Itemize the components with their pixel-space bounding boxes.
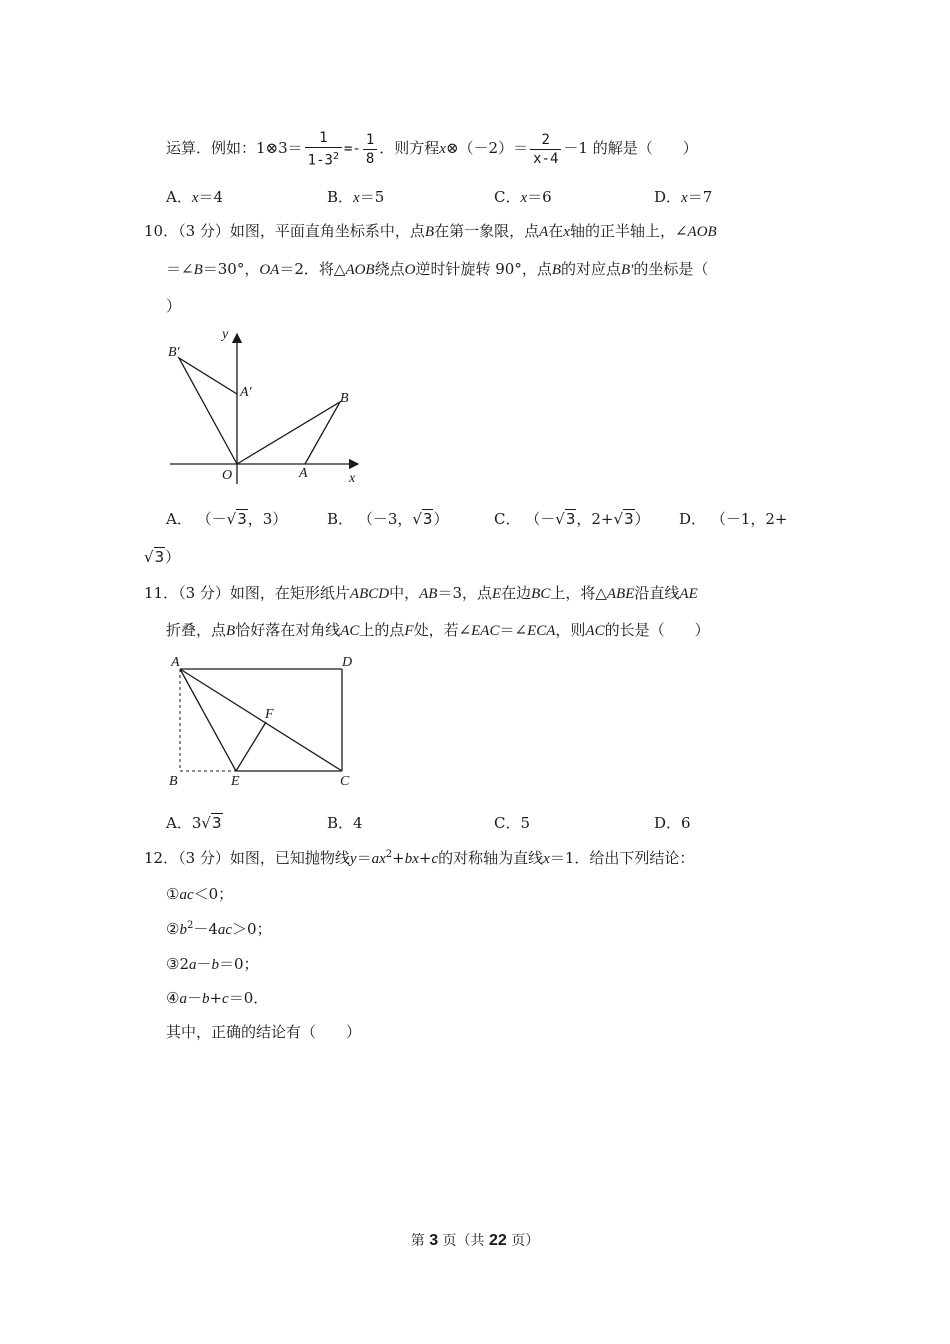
q9-option-d[interactable]: D．x＝7	[654, 188, 713, 206]
q11-option-a[interactable]: A．3√3	[166, 814, 222, 832]
q10-option-b[interactable]: B． （－3，√3）	[327, 510, 449, 528]
page-footer: 第 3 页（共 22 页）	[410, 1232, 540, 1249]
q11-figure	[160, 650, 370, 792]
q12-stem: 12．（3 分）如图，已知抛物线$y=ax^2+bx+c$的对称轴为直线x＝1．给出下列结论：	[144, 849, 695, 867]
q9-example-result: $\frac{1}{8}$	[363, 131, 377, 168]
q11-option-b[interactable]: B．4	[327, 814, 363, 832]
sqrt: √3	[144, 548, 165, 566]
page-total: 22	[489, 1232, 507, 1249]
q11-option-d[interactable]: D．6	[654, 814, 691, 832]
diagonal-ac	[180, 669, 342, 771]
page-number: 3	[429, 1232, 439, 1249]
label-b: B	[340, 391, 349, 406]
q9-option-a[interactable]: A．x＝4	[166, 188, 224, 206]
q10-option-c[interactable]: C． （－√3，2+√3）	[494, 510, 650, 528]
q10-line2: ＝∠B＝30°，OA＝2．将△AOB绕点O逆时针旋转 90°，点B的对应点B'的坐标是（	[166, 260, 709, 278]
q11-option-c[interactable]: C．5	[494, 814, 531, 832]
q12-statement-1: ①ac＜0；	[166, 885, 234, 903]
label-d: D	[342, 655, 353, 670]
label-a: A	[171, 655, 180, 670]
q10-line1: 10．（3 分）如图，平面直角坐标系中，点B在第一象限，点A在x轴的正半轴上，∠AOB	[144, 222, 717, 240]
label-a-prime: A′	[240, 385, 252, 400]
q12-statement-4: ④a－b+c＝0．	[166, 989, 269, 1007]
q12-question: 其中，正确的结论有（ ）	[166, 1023, 362, 1041]
q10-figure	[160, 322, 370, 490]
label-c: C	[340, 774, 350, 789]
q9-option-c[interactable]: C．x＝6	[494, 188, 552, 206]
q10-option-a[interactable]: A． （－√3，3）	[166, 510, 288, 528]
sqrt: √3	[613, 510, 634, 528]
q12-statement-3: ③2a－b＝0；	[166, 955, 259, 973]
q10-line3: ）	[166, 297, 182, 315]
label-e: E	[231, 774, 240, 789]
triangle-aob	[237, 402, 340, 464]
sqrt: √3	[226, 510, 247, 528]
label-f: F	[265, 707, 274, 722]
q11-line1: 11．（3 分）如图，在矩形纸片ABCD中，AB＝3，点E在边BC上，将△ABE沿直线AE	[144, 584, 698, 602]
sqrt: √3	[555, 510, 576, 528]
sqrt: √3	[412, 510, 433, 528]
q10-option-d-cont: √3）	[144, 548, 181, 566]
q9-example-fraction: $\frac{1}{1-3^2}$	[305, 129, 342, 170]
q9-stem: 运算．例如：1⊗3＝ $\frac{1}{1-3^2}$ =- $\frac{1}{8}$ ．则方程x⊗（－2）＝ $\frac{2}{x-4}$ －1 的解是（ ）	[166, 129, 698, 169]
label-x: x	[349, 471, 356, 486]
q9-option-b[interactable]: B．x＝5	[327, 188, 385, 206]
label-o: O	[222, 468, 233, 483]
label-y: y	[222, 327, 229, 342]
q12-statement-2: $②b^2-4ac>0$；	[166, 920, 272, 938]
segment-ef	[236, 722, 266, 771]
q10-option-d[interactable]: D． （－1，2+	[679, 510, 788, 528]
label-b: B	[169, 774, 178, 789]
triangle-rotated	[179, 358, 237, 464]
q11-line2: 折叠，点B恰好落在对角线AC上的点F处，若∠EAC＝∠ECA，则AC的长是（ ）	[166, 621, 710, 639]
sqrt: √3	[201, 814, 222, 832]
q9-rhs-fraction: $\frac{2}{x-4}$	[530, 131, 561, 168]
label-b-prime: B′	[168, 345, 180, 360]
label-a: A	[299, 466, 308, 481]
fold-ae	[180, 669, 236, 771]
